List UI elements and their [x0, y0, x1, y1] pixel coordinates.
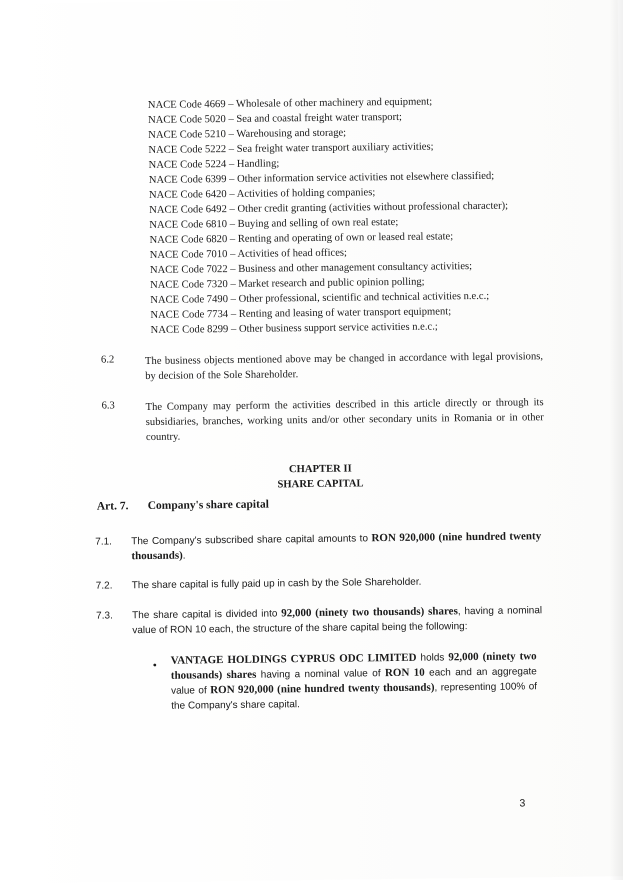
nace-code-list — [148, 93, 571, 338]
bullet-icon: • — [152, 657, 158, 672]
text-span: The Company's subscribed share capital amounts to — [131, 533, 372, 548]
nace-code-line: NACE Code 6820 – Renting and operating of own or leased real estate; — [149, 231, 454, 246]
page-number: 3 — [519, 797, 526, 810]
nace-code-line: NACE Code 5224 – Handling; — [148, 158, 280, 171]
bold-span: RON 920,000 (nine hundred twenty thousands) — [131, 530, 542, 563]
section-7-2-text: The share capital is fully paid up in cash by the Sole Shareholder. — [131, 576, 422, 592]
nace-code-line: NACE Code 4669 – Wholesale of other machinery and equipment; — [147, 96, 433, 111]
bold-span: 92,000 (ninety two thousands) shares — [170, 650, 537, 682]
section-6-2-text: The business objects mentioned above may be changed in accordance with legal provisions, by decision of the Sole Shareholder. — [144, 351, 544, 383]
bold-span: RON 10 — [384, 666, 425, 680]
nace-code-line: NACE Code 6399 – Other information service activities not elsewhere classified; — [148, 170, 495, 186]
nace-code-line: NACE Code 7490 – Other professional, scientific and technical activities n.e.c.; — [150, 290, 490, 306]
bold-span: RON 920,000 (nine hundred twenty thousands) — [210, 681, 435, 697]
section-7-1-text — [131, 529, 541, 564]
article-title: Company's share capital — [147, 498, 269, 513]
shareholder-bullet-text — [171, 649, 538, 713]
chapter-heading — [200, 460, 440, 493]
text-span: , having a nominal value of RON 10 each, the structure of the share capital being the following: — [132, 605, 543, 637]
section-6-3-text: The Company may perform the activities described in this article directly or through its subsidiaries, branches, working units and/or other secondary units in Romania or in other country. — [145, 397, 544, 444]
nace-code-line: NACE Code 7022 – Business and other management consultancy activities; — [149, 261, 473, 276]
text-span: The share capital is divided into — [132, 608, 282, 622]
nace-code-line: NACE Code 5020 – Sea and coastal freight water transport; — [148, 111, 403, 126]
nace-code-line: NACE Code 7734 – Renting and leasing of water transport equipment; — [150, 306, 452, 321]
nace-code-line: NACE Code 6420 – Activities of holding companies; — [148, 187, 376, 201]
nace-code-line: NACE Code 7320 – Market research and public opinion polling; — [150, 276, 425, 291]
chapter-title: SHARE CAPITAL — [277, 478, 364, 491]
section-number-7-2: 7.2. — [95, 580, 113, 592]
section-number-6-2: 6.2 — [100, 354, 115, 366]
nace-code-line: NACE Code 7010 – Activities of head offices; — [149, 247, 348, 261]
bold-span: VANTAGE HOLDINGS CYPRUS ODC LIMITED — [170, 651, 417, 667]
section-number-7-1: 7.1. — [95, 536, 112, 548]
nace-code-line: NACE Code 5210 – Warehousing and storage; — [148, 127, 347, 141]
nace-code-line: NACE Code 6492 – Other credit granting (activities without professional character); — [149, 200, 509, 216]
text-span: , representing 100% of the Company's share capital. — [171, 681, 538, 712]
text-span: holds — [416, 652, 449, 664]
text-span: . — [182, 550, 186, 562]
article-heading — [97, 499, 269, 513]
text-span: each and an aggregate value of — [170, 666, 537, 697]
text-span: having a nominal value of — [256, 668, 386, 681]
nace-code-line: NACE Code 5222 – Sea freight water transport auxiliary activities; — [148, 141, 434, 156]
chapter-number: CHAPTER II — [288, 463, 352, 476]
nace-code-line: NACE Code 8299 – Other business support service activities n.e.c.; — [150, 321, 438, 336]
page-edge-shadow — [609, 0, 623, 880]
section-number-6-3: 6.3 — [101, 400, 115, 412]
bold-span: 92,000 (ninety two thousands) shares — [281, 605, 458, 620]
section-7-3-text — [132, 603, 542, 638]
article-number: Art. 7. — [96, 500, 129, 513]
section-number-7-3: 7.3. — [96, 610, 113, 622]
nace-code-line: NACE Code 6810 – Buying and selling of own real estate; — [149, 216, 399, 231]
